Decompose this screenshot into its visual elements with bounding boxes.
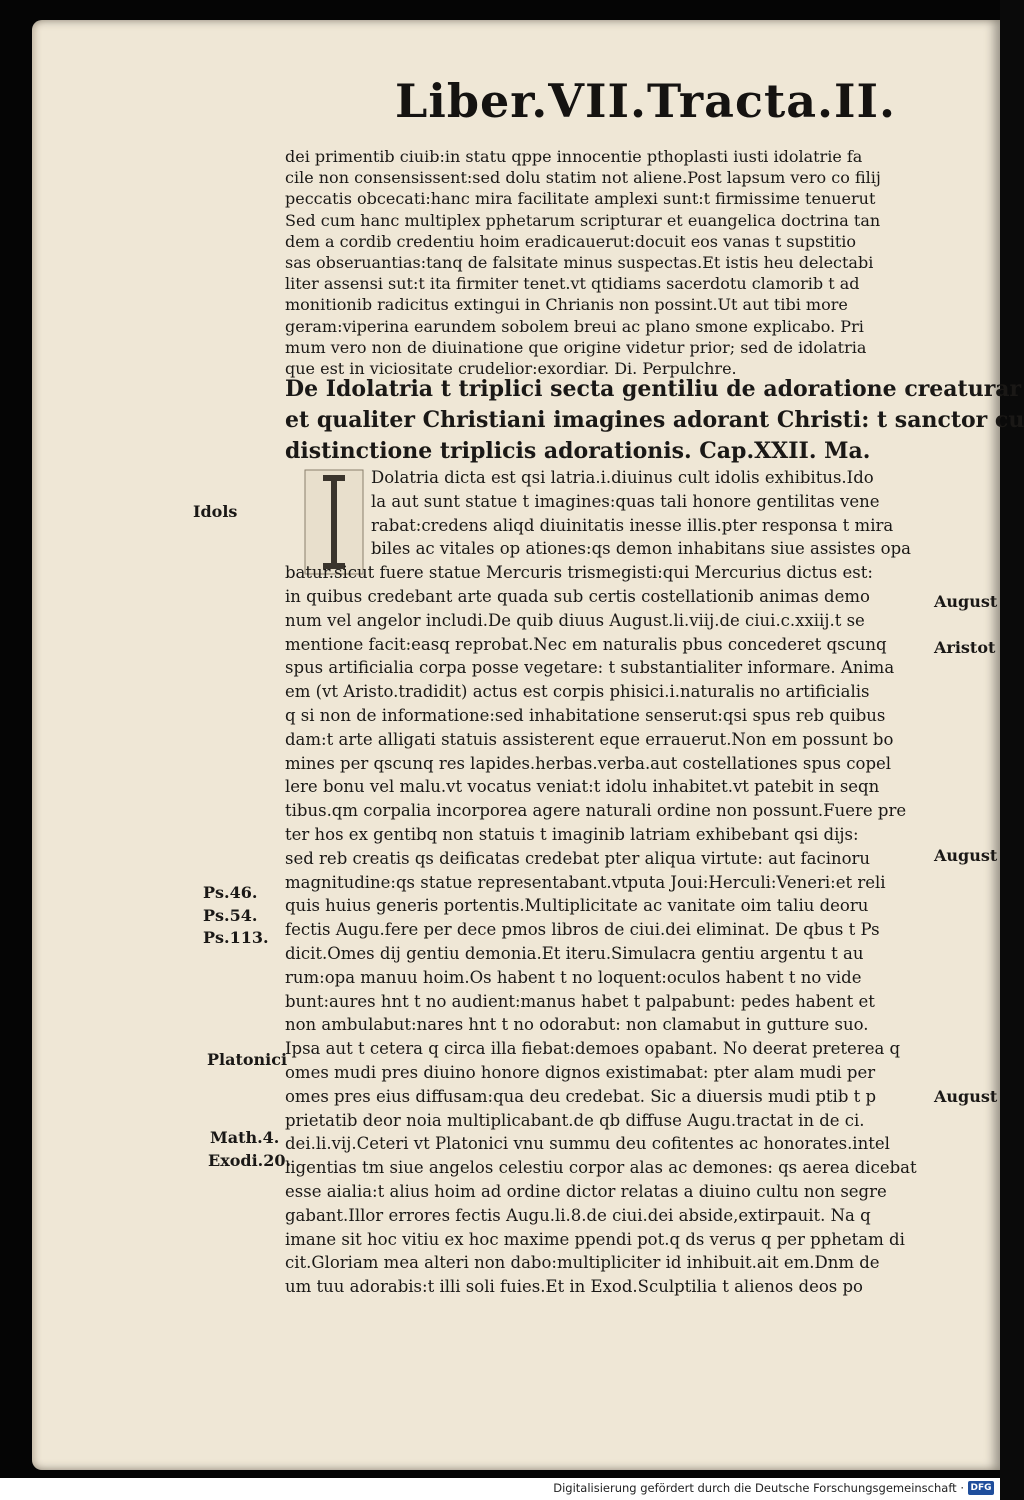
text-line: cit.Gloriam mea alteri non dabo:multipliciter id inhibuit.ait em.Dnm de [285, 1253, 880, 1273]
text-line: in quibus credebant arte quada sub certis costellationib animas demo [285, 586, 870, 606]
text-line: cile non consensissent:sed dolu statim not aliene.Post lapsum vero co filij [285, 168, 881, 188]
footer-bar [0, 1478, 1000, 1500]
text-line: dem a cordib credentiu hoim eradicauerut:docuit eos vanas t supstitio [285, 231, 857, 251]
text-line: que est in viciositate crudelior:exordiar. Di. Perpulchre. [285, 359, 737, 379]
text-line: Sed cum hanc multiplex pphetarum scripturar et euangelica doctrina tan [285, 210, 881, 230]
text-line: sas obseruantias:tanq de falsitate minus suspectas.Et istis heu delectabi [285, 253, 874, 273]
margin-note: Exodi.20. [208, 1151, 292, 1170]
chapter-body [285, 466, 925, 1299]
text-line: sed reb creatis qs deificatas credebat pter aliqua virtute: aut facinoru [285, 848, 871, 868]
text-line: monitionib radicitus extingui in Chrianis non possint.Ut aut tibi more [285, 295, 848, 315]
margin-note: Platonici [207, 1050, 288, 1069]
text-line: omes mudi pres diuino honore dignos existimabat: pter alam mudi per [285, 1062, 876, 1082]
text-line: omes pres eius diffusam:qua deu credebat. Sic a diuersis mudi ptib t p [285, 1086, 877, 1106]
text-line: num vel angelor includi.De quib diuus August.li.viij.de ciui.c.xxiij.t se [285, 610, 865, 630]
running-header: Liber.VII.Tracta.II. [395, 74, 897, 128]
text-line: prietatib deor noia multiplicabant.de qb diffuse Augu.tractat in de ci. [285, 1110, 865, 1130]
text-line: la aut sunt statue t imagines:quas tali honore gentilitas vene [371, 491, 880, 511]
text-line: Dolatria dicta est qsi latria.i.diuinus cult idolis exhibitus.Ido [371, 468, 874, 487]
text-line: fectis Augu.fere per dece pmos libros de ciui.dei eliminat. De qbus t Ps [285, 920, 880, 940]
text-line: geram:viperina earundem sobolem breui ac plano smone explicabo. Pri [285, 316, 864, 336]
text-line: bunt:aures hnt t no audient:manus habet t palpabunt: pedes habent et [285, 991, 875, 1011]
text-line: peccatis obcecati:hanc mira facilitate amplexi sunt:t firmissime tenuerut [285, 189, 876, 209]
text-line: em (vt Aristo.tradidit) actus est corpis phisici.i.naturalis no artificialis [285, 682, 870, 702]
text-line: dei primentib ciuib:in statu qppe innocentie pthoplasti iusti idolatrie fa [285, 147, 863, 166]
margin-note: Ps.54. [203, 906, 258, 925]
margin-note: Math.4. [210, 1128, 280, 1147]
text-line: batur.sicut fuere statue Mercuris trismegisti:qui Mercurius dictus est: [285, 563, 873, 583]
margin-note: Aristot [934, 638, 996, 657]
text-line: biles ac vitales op ationes:qs demon inhabitans siue assistes opa [371, 539, 911, 559]
text-line: um tuu adorabis:t illi soli fuies.Et in Exod.Sculptilia t alienos deos po [285, 1277, 863, 1297]
text-line: tibus.qm corpalia incorporea agere naturali ordine non possunt.Fuere pre [285, 801, 907, 821]
text-line: q si non de informatione:sed inhabitatione senserut:qsi spus reb quibus [285, 705, 886, 725]
heading-line: et qualiter Christiani imagines adorant Christi: t sanctor cu [285, 407, 1024, 433]
text-line: ligentias tm siue angelos celestiu corpor alas ac demones: qs aerea dicebat [285, 1158, 917, 1178]
text-line: rum:opa manuu hoim.Os habent t no loquent:oculos habent t no vide [285, 967, 862, 987]
dfg-logo: DFG [968, 1481, 994, 1495]
margin-note: August [934, 592, 998, 611]
text-line: dei.li.vij.Ceteri vt Platonici vnu summu deu cofitentes ac honorates.intel [285, 1134, 890, 1154]
text-line: ter hos ex gentibq non statuis t imaginib latriam exhibebant qsi dijs: [285, 824, 859, 844]
heading-line: distinctione triplicis adorationis. Cap.XXII. Ma. [285, 438, 871, 464]
text-line: liter assensi sut:t ita firmiter tenet.vt qtidiams sacerdotu clamorib t ad [285, 274, 860, 294]
text-line: gabant.Illor errores fectis Augu.li.8.de ciui.dei abside,extirpauit. Na q [285, 1205, 871, 1225]
funding-note: Digitalisierung gefördert durch die Deutsche Forschungsgemeinschaft · [553, 1481, 964, 1495]
margin-note: Idols [193, 502, 238, 521]
text-line: spus artificialia corpa posse vegetare: t substantialiter informare. Anima [285, 658, 895, 678]
text-line: rabat:credens aliqd diuinitatis inesse illis.pter responsa t mira [371, 515, 894, 535]
text-line: dicit.Omes dij gentiu demonia.Et iteru.Simulacra gentiu argentu t au [285, 943, 864, 963]
text-line: non ambulabut:nares hnt t no odorabut: non clamabut in gutture suo. [285, 1015, 869, 1035]
text-line: quis huius generis portentis.Multiplicitate ac vanitate oim taliu deoru [285, 896, 869, 916]
margin-note: Ps.113. [203, 928, 269, 947]
text-line: dam:t arte alligati statuis assisterent eque errauerut.Non em possunt bo [285, 729, 894, 749]
text-line: Ipsa aut t cetera q circa illa fiebat:demoes opabant. No deerat preterea q [285, 1039, 901, 1059]
text-line: mines per qscunq res lapides.herbas.verba.aut costellationes spus copel [285, 753, 892, 773]
text-line: imane sit hoc vitiu ex hoc maxime ppendi pot.q ds verus q per pphetam di [285, 1229, 905, 1249]
text-line: esse aialia:t alius hoim ad ordine dictor relatas a diuino cultu non segre [285, 1181, 887, 1201]
margin-note: August [934, 1087, 998, 1106]
text-line: magnitudine:qs statue representabant.vtputa Joui:Herculi:Veneri:et reli [285, 872, 886, 892]
margin-note: August [934, 846, 998, 865]
paragraph-1 [285, 146, 925, 379]
text-line: lere bonu vel malu.vt vocatus veniat:t idolu inhabitet.vt patebit in seqn [285, 777, 880, 797]
text-line: mentione facit:easq reprobat.Nec em naturalis pbus concederet qscunq [285, 634, 887, 654]
text-line: mum vero non de diuinatione que origine videtur prior; sed de idolatria [285, 337, 867, 357]
margin-note: Ps.46. [203, 883, 258, 902]
heading-line: De Idolatria t triplici secta gentiliu de adoratione creaturar [285, 376, 1022, 402]
chapter-heading [285, 374, 1024, 467]
